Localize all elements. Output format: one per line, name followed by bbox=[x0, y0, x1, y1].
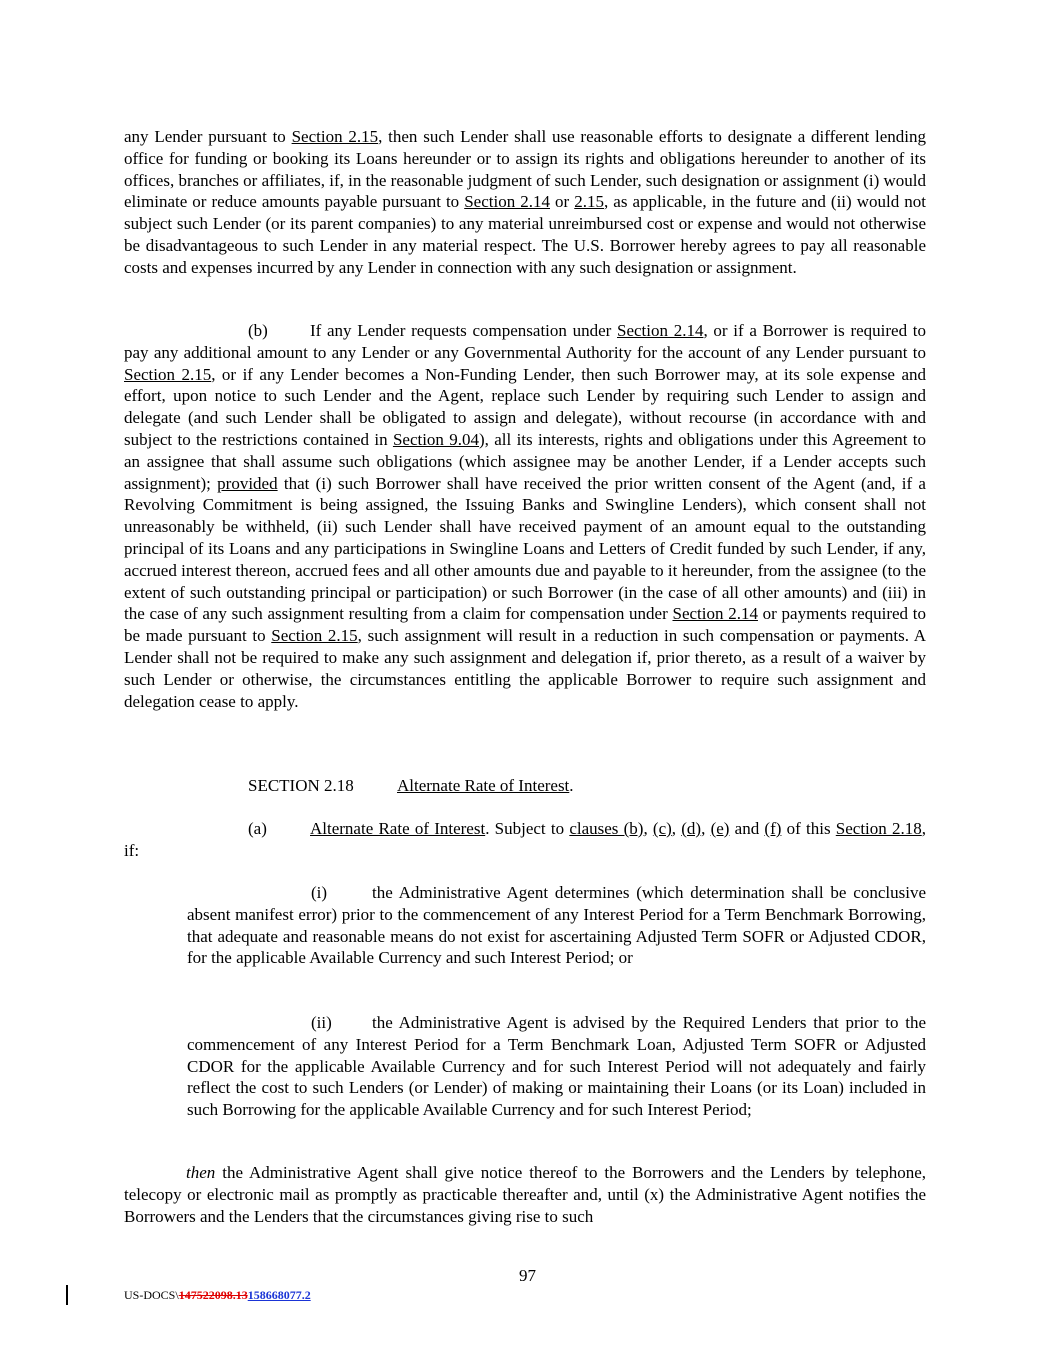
text-run: , bbox=[701, 819, 711, 838]
text-run: or payments required to be made pursuant to bbox=[124, 604, 926, 646]
section-reference: Section 2.18 bbox=[835, 819, 922, 838]
text-run: , as applicable, in the future and (ii) would not subject such Lender (or its parent companies) to any material unreimbursed cost or expense and would not otherwise be disadvantageous to such Lender in any material respect. The U.S. Borrower hereby agrees to pay all reasonable costs and expenses incurred by any Lender in connection with any such designation or assignment. bbox=[124, 192, 926, 277]
text-run: any Lender pursuant to bbox=[124, 127, 292, 146]
text-run: If any Lender requests compensation under bbox=[310, 321, 618, 340]
section-reference: Section 9.04 bbox=[392, 429, 480, 449]
paragraph-b-replacement-of-lenders bbox=[124, 320, 926, 712]
text-run: , if: bbox=[124, 819, 926, 860]
section-reference: Section 2.15 bbox=[291, 127, 379, 146]
change-bar bbox=[66, 1285, 68, 1305]
section-number: SECTION 2.18 bbox=[248, 776, 354, 795]
section-reference: Section 2.14 bbox=[617, 321, 704, 340]
inserted-doc-id: 158668077.2 bbox=[247, 1288, 311, 1302]
text-run: the Administrative Agent is advised by the Required Lenders that prior to the commencement of any Interest Period for a Term Benchmark Loan, Adjusted Term SOFR or Adjusted CDOR for the applicable Available Currency and for such Interest Period will not adequately and fairly reflect the cost to such Lenders (or Lender) of making or maintaining their Loans (or its Loan) included in such Borrowing for the applicable Available Currency and for such Interest Period; bbox=[187, 1013, 926, 1120]
clause-label: (a) bbox=[248, 819, 267, 838]
clause-reference: (c) bbox=[652, 819, 672, 838]
text-run: ), all its interests, rights and obligations under this Agreement to an assignee that shall assume such obligations (which assignee may be another Lender, if a Lender accepts such assignment); bbox=[124, 429, 927, 493]
clause-label: (i) bbox=[311, 883, 328, 902]
text-run: or bbox=[550, 192, 575, 212]
text-run: . Subject to bbox=[485, 819, 570, 838]
document-id-footer bbox=[124, 1288, 311, 1303]
section-reference: Section 2.15 bbox=[124, 364, 212, 384]
subclause-i bbox=[187, 882, 926, 969]
clause-reference: (f) bbox=[764, 819, 782, 838]
page-number: 97 bbox=[519, 1266, 536, 1285]
lead-word: then bbox=[186, 1163, 216, 1182]
text-run: of this bbox=[781, 819, 836, 838]
text-run: , bbox=[671, 819, 682, 838]
paragraph-lending-office bbox=[124, 126, 926, 279]
text-run: the Administrative Agent shall give notice thereof to the Borrowers and the Lenders by telephone, telecopy or electronic mail as promptly as practicable thereafter and, until (x) the Administrative Agent notifies the Borrowers and the Lenders that the circumstances giving rise to such bbox=[124, 1163, 926, 1226]
subclause-ii bbox=[187, 1012, 926, 1121]
clause-label: (b) bbox=[248, 321, 268, 340]
section-title: Alternate Rate of Interest bbox=[397, 776, 570, 795]
text-run: , then such Lender shall use reasonable efforts to designate a different lending office for funding or booking its Loans hereunder or to assign its rights and obligations hereunder to another of its offices, branches or affiliates, if, in the reasonable judgment of such Lender, such designation or assignment (i) would eliminate or reduce amounts payable pursuant to bbox=[124, 127, 927, 212]
text-run: , or if a Borrower is required to pay any additional amount to any Lender or any Governmental Authority for the account of any Lender pursuant to bbox=[124, 321, 926, 362]
text-run: , bbox=[643, 819, 653, 838]
section-heading bbox=[124, 775, 926, 797]
section-reference: Section 2.15 bbox=[271, 626, 358, 646]
text-run: . bbox=[569, 776, 574, 795]
section-reference: 2.15 bbox=[574, 192, 604, 212]
clause-reference: (e) bbox=[710, 819, 730, 838]
text-run: the Administrative Agent determines (which determination shall be conclusive absent manifest error) prior to the commencement of any Interest Period for a Term Benchmark Borrowing, that adequate and reasonable means do not exist for ascertaining Adjusted Term SOFR or Adjusted CDOR, for the applicable Available Currency and such Interest Period; or bbox=[187, 883, 926, 968]
clause-label: (ii) bbox=[311, 1013, 332, 1032]
clause-reference: (d) bbox=[681, 819, 702, 838]
clause-reference: clauses (b) bbox=[569, 819, 644, 838]
proviso-term: provided bbox=[217, 473, 278, 493]
clause-title: Alternate Rate of Interest bbox=[310, 819, 486, 838]
section-reference: Section 2.14 bbox=[672, 604, 758, 624]
paragraph-a-alternate-rate bbox=[124, 818, 926, 862]
deleted-doc-id: 147522098.13 bbox=[178, 1288, 248, 1302]
paragraph-then-notice bbox=[124, 1162, 926, 1227]
text-run: and bbox=[729, 819, 765, 838]
text-run: , such assignment will result in a reduction in such compensation or payments. A Lender shall not be required to make any such assignment and delegation if, prior thereto, as a result of a waiver by such Lender or otherwise, the circumstances entitling the applicable Borrower to require such assignment and delegation cease to apply. bbox=[124, 626, 926, 711]
doc-prefix: US-DOCS\ bbox=[124, 1288, 179, 1302]
section-reference: Section 2.14 bbox=[464, 192, 550, 212]
text-run: , or if any Lender becomes a Non-Funding Lender, then such Borrower may, at its sole expense and effort, upon notice to such Lender and the Agent, replace such Lender by requiring such Lender to assign and delegate (and such Lender shall be obligated to assign and delegate), without recourse (in accordance with and subject to the restrictions contained in bbox=[124, 364, 926, 449]
text-run: that (i) such Borrower shall have received the prior written consent of the Agent (and, if a Revolving Commitment is being assigned, the Issuing Banks and Swingline Lenders), which consent shall not unreasonably be withheld, (ii) such Lender shall have received payment of an amount equal to the outstanding principal of its Loans and any participations in Swingline Loans and Letters of Credit funded by such Lender, if any, accrued interest thereon, accrued fees and all other amounts due and payable to it hereunder, from the assignee (to the extent of such outstanding principal or participation) or such Borrower (in the case of all other amounts) and (iii) in the case of any such assignment resulting from a claim for compensation under bbox=[124, 473, 926, 624]
